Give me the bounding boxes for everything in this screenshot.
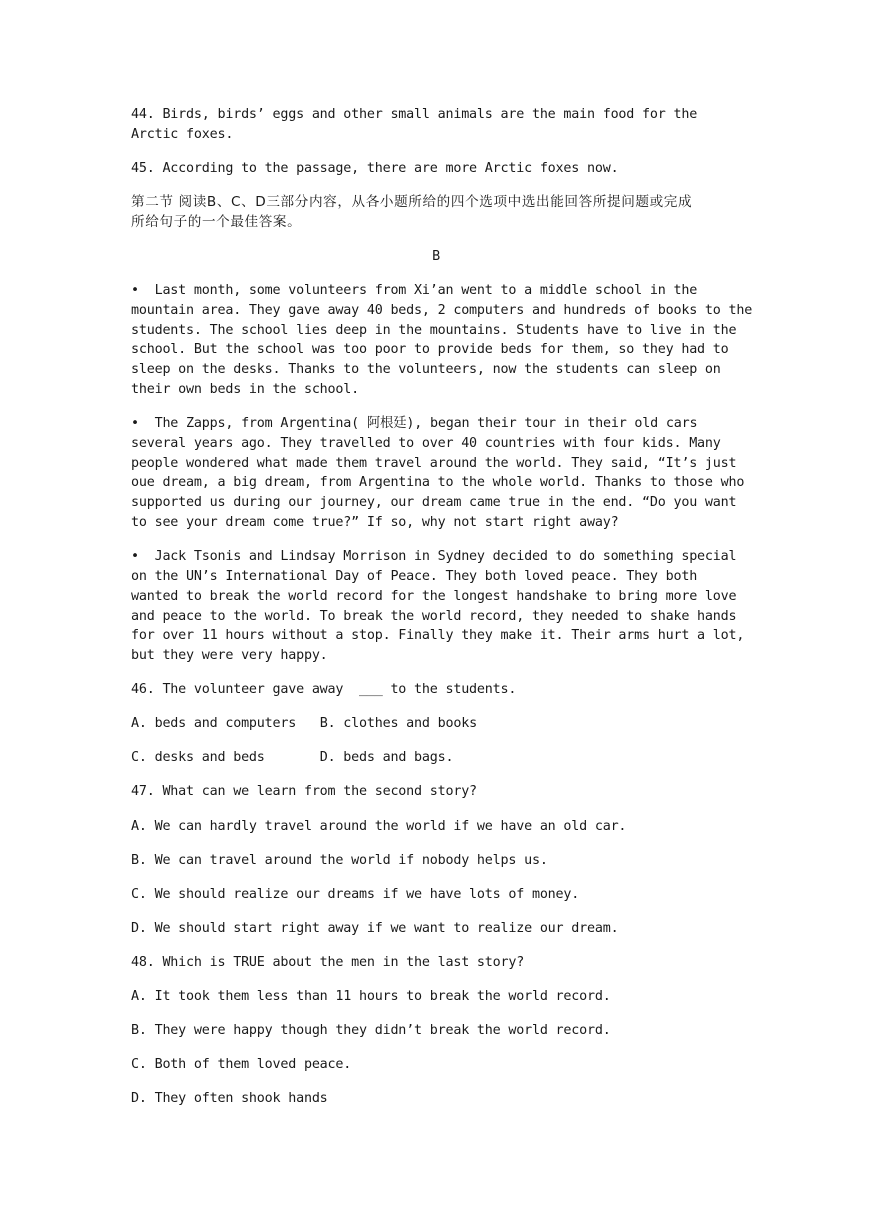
story-3-line: and peace to the world. To break the world record, they needed to shake hands [131,608,737,624]
question-44-line-1: 44. Birds, birds’ eggs and other small animals are the main food for the [131,107,698,122]
section-heading-line-1: 第二节 阅读B、C、D三部分内容，从各小题所给的四个选项中选出能回答所提问题或完成 [131,193,693,210]
story-1-line: students. The school lies deep in the mountains. Students have to live in the [131,322,737,338]
story-2-line: supported us during our journey, our dream came true in the end. “Do you want [131,495,737,511]
story-2-line: oue dream, a big dream, from Argentina to the whole world. Thanks to those who [131,475,745,491]
question-48-option-a: A. It took them less than 11 hours to break the world record. [131,989,611,1005]
story-3-line: wanted to break the world record for the longest handshake to bring more love [131,588,737,604]
question-45 [131,159,741,179]
option-a: A. beds and computers [131,716,297,732]
question-47-option-b: B. We can travel around the world if nobody helps us. [131,852,548,868]
question-44-line-2: Arctic foxes. [131,126,234,142]
question-47-option-d: D. We should start right away if we want to realize our dream. [131,920,619,936]
story-3-line: but they were very happy. [131,648,328,664]
story-2-line: • The Zapps, from Argentina( 阿根廷), began their tour in their old cars [131,416,698,432]
story-1-line: their own beds in the school. [131,381,359,397]
story-3 [131,547,745,666]
question-48-option-b: B. They were happy though they didn’t break the world record. [131,1023,611,1039]
document-page [131,105,753,1123]
option-c: C. desks and beds [131,750,265,766]
question-47-stem: 47. What can we learn from the second story? [131,784,477,800]
story-2 [131,414,745,533]
question-44 [131,105,741,145]
option-d: D. beds and bags. [319,750,454,766]
section-heading [131,193,741,233]
section-heading-line-2: 所给句子的一个最佳答案。 [131,213,302,230]
question-47-option-c: C. We should realize our dreams if we have lots of money. [131,886,580,902]
story-1-line: mountain area. They gave away 40 beds, 2 computers and hundreds of books to the [131,302,753,318]
option-b: B. clothes and books [319,716,477,732]
question-46-options-row-1 [131,714,741,734]
story-1-line: sleep on the desks. Thanks to the volunteers, now the students can sleep on [131,362,721,378]
story-1 [131,281,753,400]
story-3-line: on the UN’s International Day of Peace. They both loved peace. They both [131,568,698,584]
story-3-line: • Jack Tsonis and Lindsay Morrison in Sydney decided to do something special [131,549,737,565]
story-1-line: school. But the school was too poor to provide beds for them, so they had to [131,342,729,358]
story-2-line: several years ago. They travelled to over 40 countries with four kids. Many [131,435,721,451]
question-48-option-c: C. Both of them loved peace. [131,1057,352,1073]
question-46-stem: 46. The volunteer gave away ___ to the students. [131,682,517,698]
question-47-option-a: A. We can hardly travel around the world if we have an old car. [131,818,627,834]
question-48-stem: 48. Which is TRUE about the men in the last story? [131,954,525,970]
story-2-line: to see your dream come true?” If so, why not start right away? [131,515,619,531]
story-2-line: people wondered what made them travel around the world. They said, “It’s just [131,455,737,471]
story-1-line: • Last month, some volunteers from Xi’an went to a middle school in the [131,282,698,298]
question-46-options-row-2 [131,748,741,768]
question-45-text: 45. According to the passage, there are more Arctic foxes now. [131,160,619,176]
question-48-option-d: D. They often shook hands [131,1091,328,1107]
story-3-line: for over 11 hours without a stop. Finally they make it. Their arms hurt a lot, [131,628,745,644]
part-label: B [432,248,440,264]
